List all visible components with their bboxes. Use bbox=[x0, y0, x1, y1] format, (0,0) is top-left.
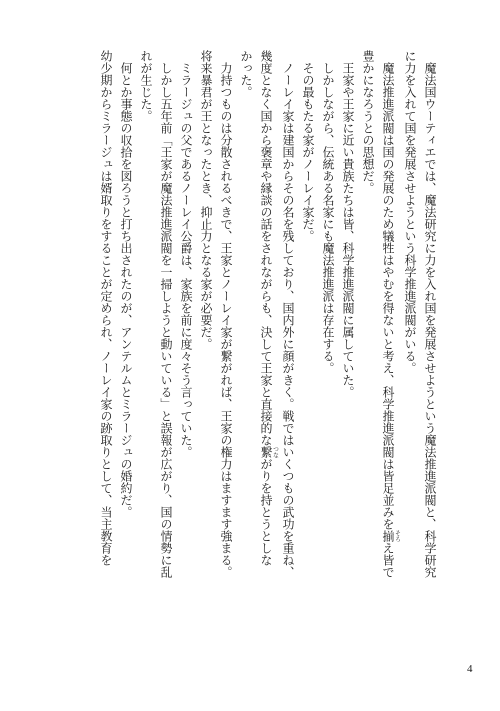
text-line: 魔法推進派閥は国の発展のため犠牲はやむを得ないと考え、科学推進派閥は皆足並みを揃そろえ皆で bbox=[381, 62, 401, 578]
text-line: その最もたる家がノーレイ家だ。 bbox=[301, 62, 315, 242]
text-line: 何とか事態の収拾を図ろうと打ち出されたのが、アンテルムとミラージュの婚約だ。 bbox=[119, 62, 133, 518]
text-line: 幼少期からミラージュは婿取りをすることが定められ、ノーレイ家の跡取りとして、当主教育を bbox=[99, 50, 113, 566]
text-line: れが生じた。 bbox=[139, 50, 153, 122]
text-line: 幾度となく国から褒章や縁談の話をされながらも、決して王家と直接的な繋つながりを持とうとしな bbox=[259, 50, 279, 566]
text-line: ノーレイ家は建国からその名を残しており、国内外に顔がきく。戦ではいくつもの武功を重ね、 bbox=[281, 62, 295, 578]
page-number: 4 bbox=[467, 663, 473, 675]
text-line: 豊かになろうとの思想だ。 bbox=[361, 50, 375, 194]
text-line: 将来暴君が王となったとき、抑止力となる家が必要だ。 bbox=[199, 50, 213, 350]
ruby-annotation: 繋つな bbox=[259, 446, 279, 458]
text-line: ミラージュの父であるノーレイ公爵は、家族を前に度々そう言っていた。 bbox=[179, 62, 193, 458]
text-line: 王家や王家に近い貴族たちは皆、科学推進派閥に属していた。 bbox=[341, 62, 355, 398]
ruby-annotation: 揃そろ bbox=[381, 530, 401, 542]
text-line: かった。 bbox=[239, 50, 253, 98]
body-text bbox=[40, 50, 440, 630]
text-line: 力持つものは分散されるべきで、王家とノーレイ家が繋がれば、王家の権力はますます強まる。 bbox=[219, 62, 233, 578]
text-line: に力を入れて国を発展させようという科学推進派閥がいる。 bbox=[403, 50, 417, 374]
text-line: しかし五年前「王家が魔法推進派閥を一掃しようと動いている」と誤報が広がり、国の情勢に乱 bbox=[159, 62, 173, 578]
text-line: 魔法国ウーティエでは、魔法研究に力を入れ国を発展させようという魔法推進派閥と、科学研究 bbox=[423, 62, 437, 578]
text-line: しかしながら、伝統ある名家にも魔法推進派は存在する。 bbox=[321, 62, 335, 374]
